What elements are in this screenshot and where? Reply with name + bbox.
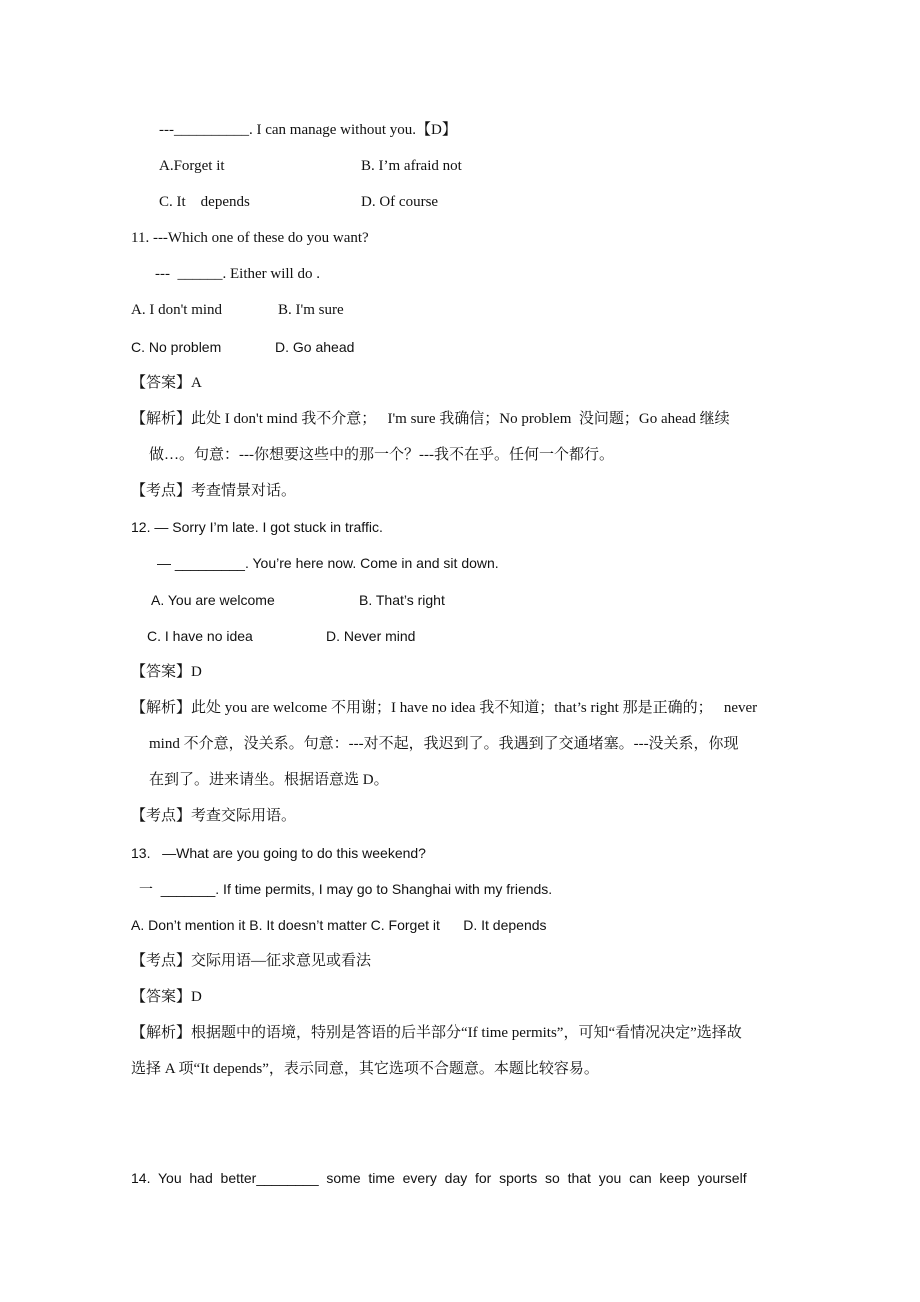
q13-analysis-line1: 【解析】根据题中的语境，特别是答语的后半部分“If time permits”，可知“看情况决定”选择故 [131,1025,742,1041]
q11-analysis-line1: 【解析】此处 I don't mind 我不介意； I'm sure 我确信；No problem 没问题；Go ahead 继续 [131,411,730,427]
q11-option-c: C. No problem [131,339,222,355]
q12-option-d: D. Never mind [326,628,416,644]
q12-reply: — _________. You’re here now. Come in and sit down. [157,555,499,571]
q12-answer: 【答案】D [131,664,202,680]
q11-point: 【考点】考查情景对话。 [131,483,297,499]
q10-stem: ---__________. I can manage without you.【D】 [159,122,457,138]
q12-analysis-line1: 【解析】此处 you are welcome 不用谢；I have no idea 我不知道；that’s right 那是正确的； never [131,700,758,716]
q11-analysis-line2: 做…。句意：---你想要这些中的那一个？---我不在乎。任何一个都行。 [149,447,614,463]
q10-option-d: D. Of course [361,194,439,210]
q11-reply: --- ______. Either will do . [155,266,320,282]
q12-question: 12. — Sorry I’m late. I got stuck in traffic. [131,519,383,535]
q11-option-d: D. Go ahead [275,339,355,355]
q13-question: 13. —What are you going to do this weekend? [131,845,426,861]
q13-options: A. Don’t mention it B. It doesn’t matter C. Forget it D. It depends [131,917,547,933]
q13-answer: 【答案】D [131,989,202,1005]
q11-answer: 【答案】A [131,375,202,391]
q11-option-b: B. I'm sure [278,302,344,318]
q12-option-a: A. You are welcome [151,592,275,608]
q11-question: 11. ---Which one of these do you want? [131,230,369,246]
q13-reply: 一 _______. If time permits, I may go to Shanghai with my friends. [139,881,553,897]
q10-option-c: C. It depends [159,194,250,210]
q14-question: 14. You had better________ some time every day for sports so that you can keep yourself [131,1170,747,1186]
q12-analysis-line3: 在到了。进来请坐。根据语意选 D。 [149,772,389,788]
q12-analysis-line2: mind 不介意，没关系。句意：---对不起，我迟到了。我遇到了交通堵塞。---没关系，你现 [149,736,739,752]
q10-option-a: A.Forget it [159,158,225,174]
q13-analysis-line2: 选择 A 项“It depends”，表示同意，其它选项不合题意。本题比较容易。 [131,1061,599,1077]
q12-point: 【考点】考查交际用语。 [131,808,297,824]
q11-option-a: A. I don't mind [131,302,223,318]
q12-option-c: C. I have no idea [147,628,253,644]
q12-option-b: B. That’s right [359,592,445,608]
q13-point: 【考点】交际用语—征求意见或看法 [131,953,372,969]
q10-option-b: B. I’m afraid not [361,158,462,174]
